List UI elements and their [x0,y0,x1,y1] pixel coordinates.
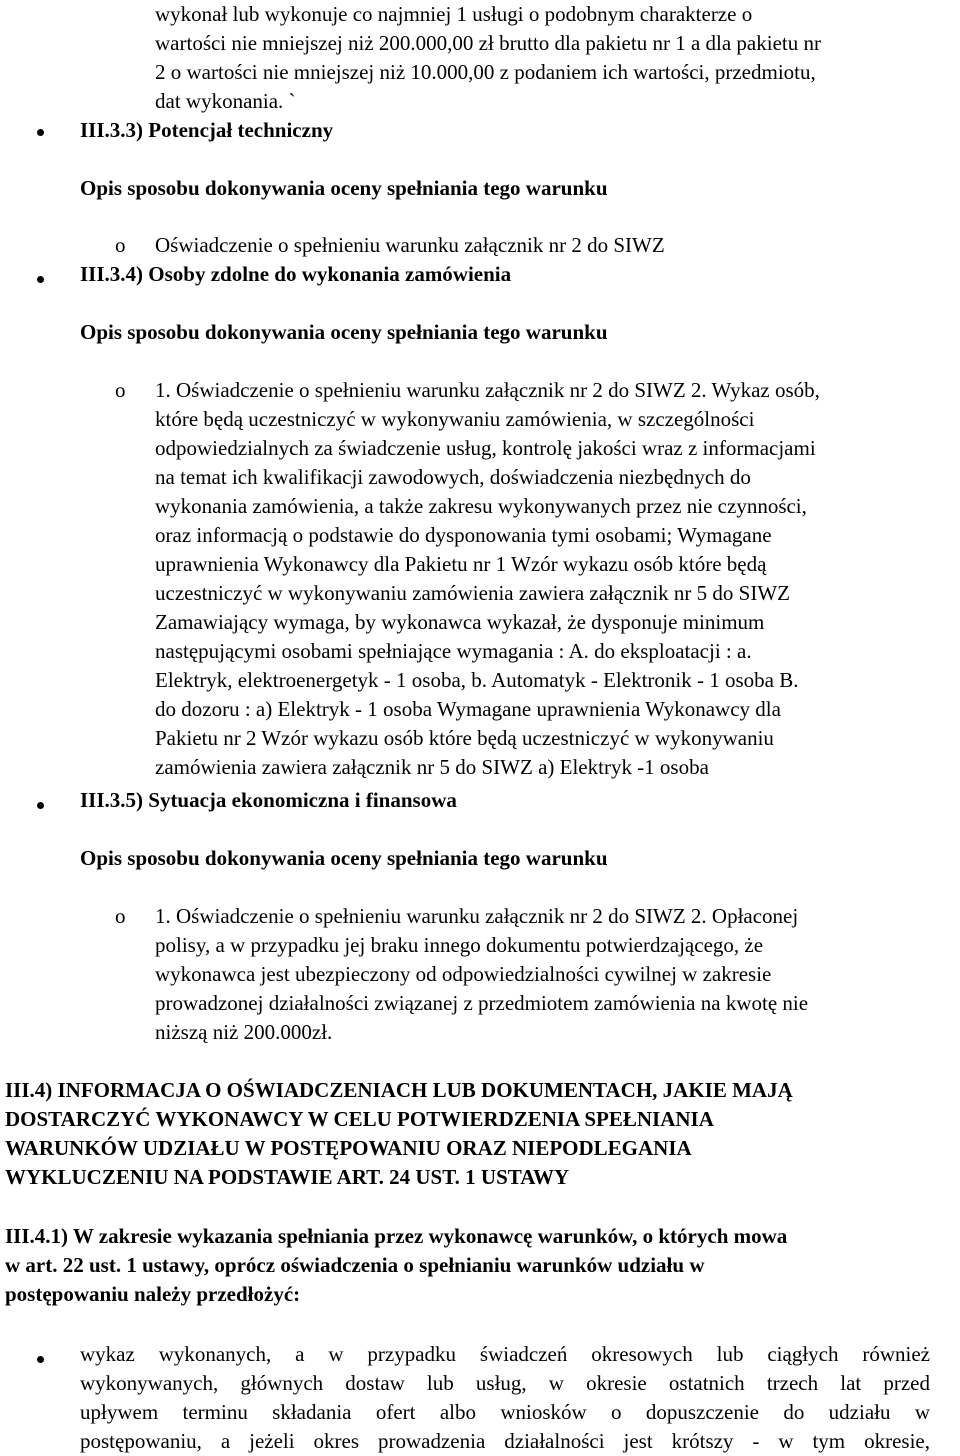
text-line: Pakietu nr 2 Wzór wykazu osób które będą uczestniczyć w wykonywaniu [155,726,774,750]
heading-line: postępowaniu należy przedłożyć: [5,1282,301,1306]
text-line: uprawnienia Wykonawcy dla Pakietu nr 1 Wzór wykazu osób które będą [155,552,767,576]
circle-bullet-icon: o [115,233,126,257]
list-item: Oświadczenie o spełnieniu warunku załącznik nr 2 do SIWZ [155,233,665,257]
section-heading-III-3-4: III.3.4) Osoby zdolne do wykonania zamówienia [80,262,512,286]
text-line: uczestniczyć w wykonywaniu zamówienia zawiera załącznik nr 5 do SIWZ [155,581,790,605]
text-line: Zamawiający wymaga, by wykonawca wykazał, że dysponuje minimum [155,610,765,634]
text-line: niższą niż 200.000zł. [155,1020,333,1044]
text-line: odpowiedzialnych za świadczenie usług, kontrolę jakości wraz z informacjami [155,436,816,460]
text-line: Elektryk, elektroenergetyk - 1 osoba, b. Automatyk - Elektronik - 1 osoba B. [155,668,799,692]
text-line: wykonania zamówienia, a także zakresu wykonywanych przez nie czynności, [155,494,807,518]
text-line: następującymi osobami spełniające wymagania : A. do eksploatacji : a. [155,639,752,663]
opis-heading: Opis sposobu dokonywania oceny spełniania tego warunku [80,846,608,870]
bullet-icon [37,1356,44,1363]
heading-line: WARUNKÓW UDZIAŁU W POSTĘPOWANIU ORAZ NIEPODLEGANIA [5,1136,692,1160]
text-line: prowadzonej działalności związanej z przedmiotem zamówienia na kwotę nie [155,991,809,1015]
opis-heading: Opis sposobu dokonywania oceny spełniania tego warunku [80,176,608,200]
text-line: upływem terminu składania ofert albo wniosków o dopuszczenie do udziału w [80,1400,930,1424]
text-line: wykonał lub wykonuje co najmniej 1 usługi o podobnym charakterze o [155,2,753,26]
text-line: 1. Oświadczenie o spełnieniu warunku załącznik nr 2 do SIWZ 2. Opłaconej [155,904,799,928]
circle-bullet-icon: o [115,904,126,928]
heading-line: w art. 22 ust. 1 ustawy, oprócz oświadczenia o spełnianiu warunków udziału w [5,1253,705,1277]
circle-bullet-icon: o [115,378,126,402]
text-line: do dozoru : a) Elektryk - 1 osoba Wymagane uprawnienia Wykonawcy dla [155,697,781,721]
text-line: oraz informacją o podstawie do dysponowania tymi osobami; Wymagane [155,523,772,547]
text-line: wykaz wykonanych, a w przypadku świadczeń okresowych lub ciągłych również [80,1342,930,1366]
text-line: zamówienia zawiera załącznik nr 5 do SIWZ a) Elektryk -1 osoba [155,755,709,779]
bullet-icon [37,276,44,283]
text-line: 2 o wartości nie mniejszej niż 10.000,00 z podaniem ich wartości, przedmiotu, [155,60,816,84]
heading-line: III.4.1) W zakresie wykazania spełniania przez wykonawcę warunków, o których mowa [5,1224,788,1248]
text-line: na temat ich kwalifikacji zawodowych, doświadczenia niezbędnych do [155,465,751,489]
text-line: wykonywanych, głównych dostaw lub usług, w okresie ostatnich trzech lat przed [80,1371,930,1395]
text-line: polisy, a w przypadku jej braku innego dokumentu potwierdzającego, że [155,933,764,957]
text-line: dat wykonania. ` [155,89,296,113]
heading-line: III.4) INFORMACJA O OŚWIADCZENIACH LUB DOKUMENTACH, JAKIE MAJĄ [5,1078,793,1102]
heading-line: WYKLUCZENIU NA PODSTAWIE ART. 24 UST. 1 USTAWY [5,1165,570,1189]
heading-line: DOSTARCZYĆ WYKONAWCY W CELU POTWIERDZENIA SPEŁNIANIA [5,1107,714,1131]
text-line: które będą uczestniczyć w wykonywaniu zamówienia, w szczególności [155,407,755,431]
text-line: 1. Oświadczenie o spełnieniu warunku załącznik nr 2 do SIWZ 2. Wykaz osób, [155,378,820,402]
section-heading-III-3-5: III.3.5) Sytuacja ekonomiczna i finansowa [80,788,457,812]
text-line: wykonawca jest ubezpieczony od odpowiedzialności cywilnej w zakresie [155,962,772,986]
text-line: postępowaniu, a jeżeli okres prowadzenia działalności jest krótszy - w tym okresie, [80,1429,930,1453]
section-heading-III-3-3: III.3.3) Potencjał techniczny [80,118,334,142]
bullet-icon [37,129,44,136]
text-line: wartości nie mniejszej niż 200.000,00 zł brutto dla pakietu nr 1 a dla pakietu nr [155,31,821,55]
bullet-icon [37,802,44,809]
opis-heading: Opis sposobu dokonywania oceny spełniania tego warunku [80,320,608,344]
